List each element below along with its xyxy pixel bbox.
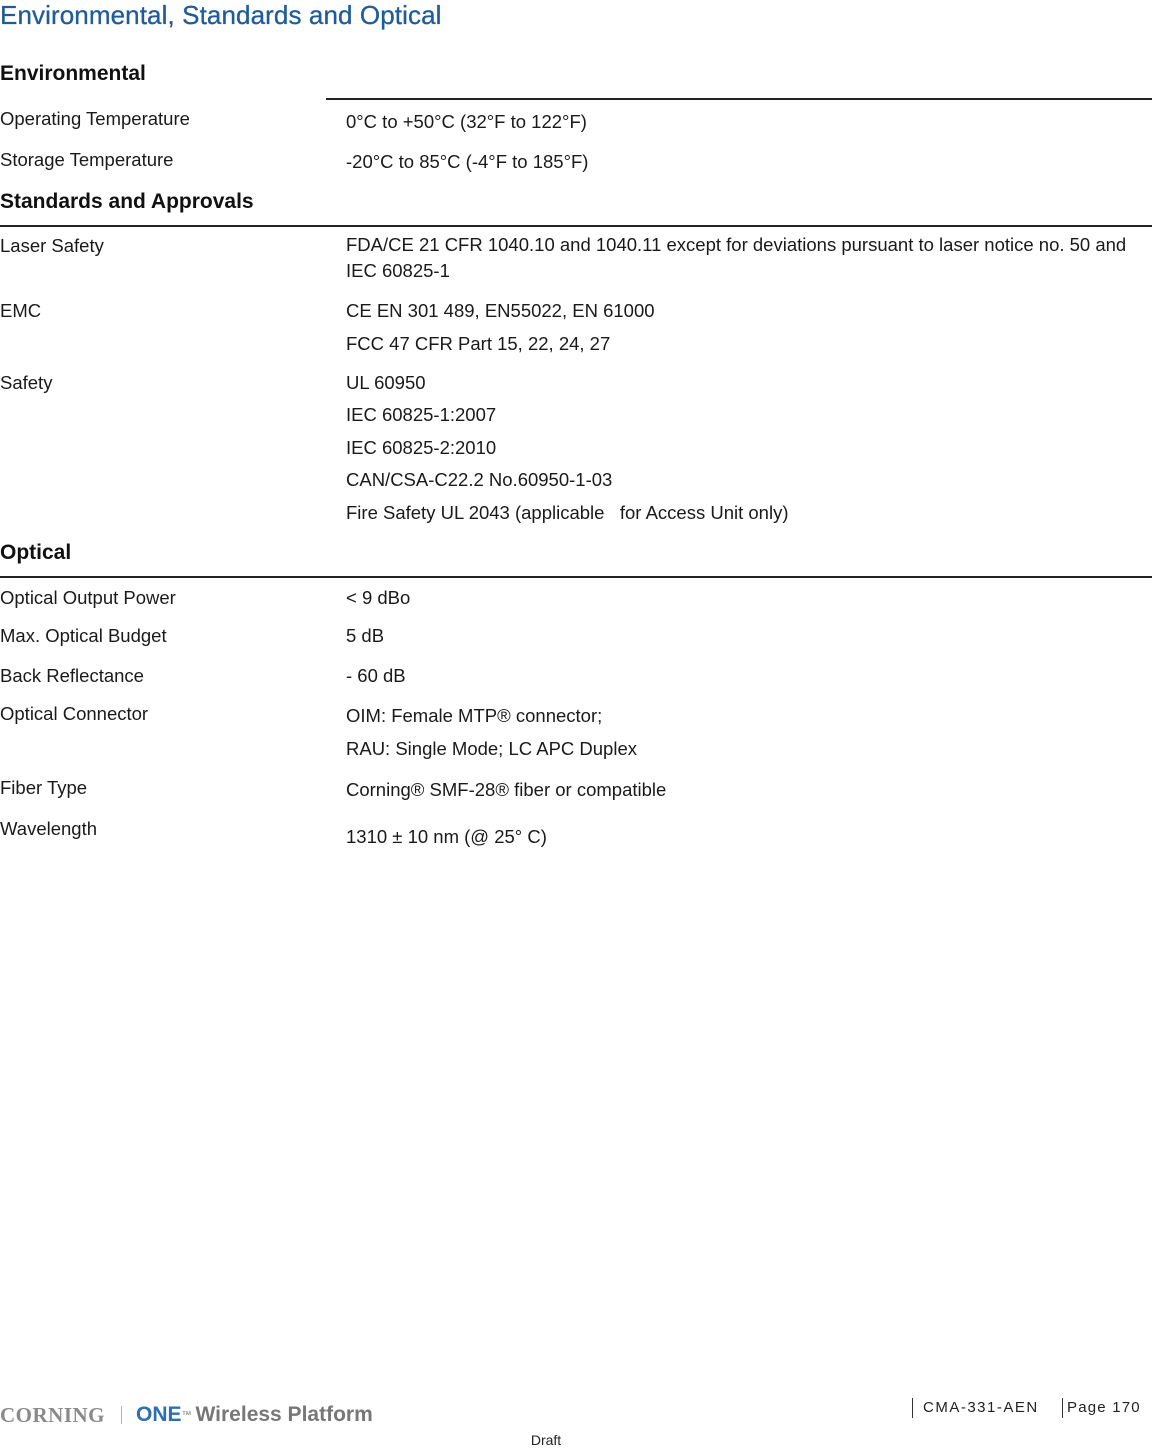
row-value-max-optical-budget: 5 dB: [346, 625, 385, 646]
row-label-max-optical-budget: Max. Optical Budget: [0, 625, 167, 646]
section-rule-optical: [0, 576, 1152, 578]
one-logo: ONE: [136, 1403, 182, 1426]
logo-divider: [121, 1406, 122, 1424]
row-label-storage-temperature: Storage Temperature: [0, 149, 174, 170]
row-value-operating-temperature: 0°C to +50°C (32°F to 122°F): [346, 111, 587, 132]
section-rule-environmental: [326, 98, 1152, 100]
row-value-storage-temperature: -20°C to 85°C (-4°F to 185°F): [346, 151, 589, 172]
row-label-operating-temperature: Operating Temperature: [0, 108, 190, 129]
row-label-emc: EMC: [0, 300, 42, 321]
row-value-emc-line-1: CE EN 301 489, EN55022, EN 61000: [346, 300, 655, 321]
footer-doc-number: CMA-331-AEN: [912, 1398, 1039, 1418]
row-label-wavelength: Wavelength: [0, 818, 98, 839]
row-value-safety-line-5: Fire Safety UL 2043 (applicable for Access Unit only): [346, 502, 789, 523]
trademark-mark: ™: [181, 1409, 192, 1421]
row-label-laser-safety: Laser Safety: [0, 235, 104, 256]
row-value-safety-line-3: IEC 60825-2:2010: [346, 437, 497, 458]
row-value-back-reflectance: - 60 dB: [346, 665, 406, 686]
row-value-optical-connector-line-2: RAU: Single Mode; LC APC Duplex: [346, 738, 637, 759]
footer-page-number: Page 170: [1062, 1398, 1141, 1418]
wireless-platform-logo: Wireless Platform: [195, 1403, 373, 1426]
footer-logo: [0, 1400, 373, 1430]
row-value-optical-output-power: < 9 dBo: [346, 587, 411, 608]
row-value-safety-line-2: IEC 60825-1:2007: [346, 404, 497, 425]
section-rule-standards: [0, 225, 1152, 227]
page-title: Environmental, Standards and Optical: [0, 0, 442, 30]
row-value-optical-connector-line-1: OIM: Female MTP® connector;: [346, 705, 603, 726]
footer-draft-label: Draft: [530, 1432, 562, 1448]
row-label-optical-connector: Optical Connector: [0, 703, 149, 724]
row-value-fiber-type: Corning® SMF-28® fiber or compatible: [346, 779, 667, 800]
row-value-wavelength: 1310 ± 10 nm (@ 25° C): [346, 826, 547, 847]
row-value-safety-line-1: UL 60950: [346, 372, 426, 393]
row-value-laser-safety: FDA/CE 21 CFR 1040.10 and 1040.11 except for deviations pursuant to laser notice no. 50 and IEC 60825-1: [346, 234, 1127, 281]
section-heading-environmental: Environmental: [0, 62, 146, 85]
row-label-optical-output-power: Optical Output Power: [0, 587, 176, 608]
row-label-safety: Safety: [0, 372, 53, 393]
section-heading-standards: Standards and Approvals: [0, 190, 254, 213]
row-label-fiber-type: Fiber Type: [0, 777, 88, 798]
row-value-emc-line-2: FCC 47 CFR Part 15, 22, 24, 27: [346, 333, 611, 354]
row-value-safety-line-4: CAN/CSA-C22.2 No.60950-1-03: [346, 469, 613, 490]
row-label-back-reflectance: Back Reflectance: [0, 665, 144, 686]
corning-logo: CORNING: [0, 1402, 106, 1427]
section-heading-optical: Optical: [0, 541, 72, 564]
